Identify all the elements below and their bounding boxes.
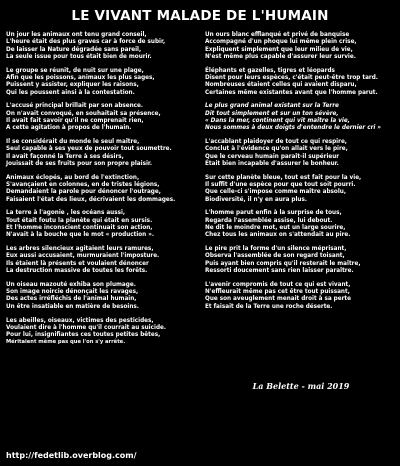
verse-line: Regarda l'assemblée assise, lui debout. <box>205 217 333 224</box>
stanza <box>6 246 202 275</box>
verse-line: Puissent y assister, expliquer les raisons, <box>6 82 139 89</box>
verse-line: Disent pour leurs espèces, c'était peut-être trop tard. <box>205 74 378 81</box>
verse-line: Chez tous les animaux on s'attendait au pire. <box>205 232 351 239</box>
left-column <box>6 32 202 353</box>
stanza <box>205 246 397 275</box>
verse-line: Seul capable à ses yeux de pouvoir tout soumettre. <box>6 146 172 153</box>
verse-line: Le pire prit la forme d'un silence méprisant, <box>205 246 347 253</box>
verse-line: Faisaient l'état des lieux, décrivaient les dommages. <box>6 196 176 203</box>
verse-line: Biodiversité, il n'y en aura plus. <box>205 196 308 203</box>
verse-line: La terre à l'agonie , les océans aussi, <box>6 210 126 217</box>
verse-line: Et l'homme inconscient continuait son action, <box>6 225 153 232</box>
verse-line: Conclut à l'évidence qu'on allait vers le pire, <box>205 146 348 153</box>
verse-line: Accompagné d'un phoque lui même plein crise, <box>205 39 357 46</box>
verse-line: L'heure était des plus graves car à force de subir, <box>6 39 166 46</box>
verse-line: Ne dit le moindre mot, eut un large sourire, <box>205 225 346 232</box>
verse-line: « Dans la mer, continent qui vit maître la vie, <box>205 117 350 124</box>
verse-line: Un ours blanc efflanqué et privé de banquise <box>205 32 350 38</box>
verse-line: Dit tout simplement et sur un ton sévère, <box>205 110 339 117</box>
stanza <box>6 318 202 347</box>
verse-line: La seule issue pour tous était bien de mourir. <box>6 53 152 60</box>
stanza <box>205 175 397 204</box>
verse-line: On n'avait convoqué, en souhaitait sa présence, <box>6 110 161 117</box>
verse-line: L'avenir compromis de tout ce qui est vivant, <box>205 281 351 288</box>
verse-line: Éléphants et gazelles, tigres et léopards <box>205 67 335 74</box>
verse-line: Eux aussi accusaient, murmuraient l'imposture. <box>6 253 160 260</box>
verse-line: Animaux éclopés, au bord de l'extinction, <box>6 174 140 181</box>
verse-line: Il avait fait savoir qu'il ne comprenait rien, <box>6 117 144 124</box>
author-signature: La Belette - mai 2019 <box>252 381 350 391</box>
verse-line: Un oiseau mazouté exhiba son plumage. <box>6 281 136 288</box>
verse-line: Que le cerveau humain paraît-il supérieur <box>205 153 340 160</box>
verse-line: Pour lui, insignifiantes ces toutes petites bêtes, <box>6 332 161 339</box>
verse-line: S'avançaient en colonnes, en de tristes légions, <box>6 182 160 189</box>
verse-line: Ressorti doucement sans rien laisser paraître. <box>205 268 354 275</box>
stanza <box>6 175 202 204</box>
stanza <box>205 68 397 97</box>
verse-line: Ils étaient là présents et voulaient dénoncer <box>6 260 149 267</box>
stanza <box>6 282 202 311</box>
stanza <box>6 139 202 168</box>
verse-line: N'effleurait même pas cet être tout puissant, <box>205 289 350 296</box>
verse-line: Les abeilles, oiseaux, victimes des pesticides, <box>6 317 154 324</box>
verse-line: Voulaient dire à l'homme qu'il courrait au suicide. <box>6 324 167 331</box>
verse-line: Jouissait de ses fruits pour son propre plaisir. <box>6 160 153 167</box>
verse-line: L'accablant plaidoyer de tout ce qui respire, <box>205 139 347 146</box>
stanza <box>205 210 397 239</box>
verse-line: Sur cette planète bleue, tout est fait pour la vie, <box>205 174 362 181</box>
verse-line: Puis ayant bien compris qu'il resterait le maître, <box>205 260 361 267</box>
blog-url-link[interactable]: http://fedetlib.overblog.com/ <box>6 451 137 460</box>
verse-line: Afin que les poissons, animaux les plus sages, <box>6 74 155 81</box>
verse-line: Tout était foutu la planète qui était en sursis. <box>6 217 153 224</box>
verse-line: Méritaient même pas que l'on s'y arrête. <box>6 339 126 346</box>
verse-line: Certaines même existantes avant que l'homme parut. <box>205 89 378 96</box>
verse-line: Il se considérait du monde le seul maître, <box>6 139 140 146</box>
verse-line: Il suffit d'une espèce pour que tout soit pourri. <box>205 182 356 189</box>
stanza <box>6 32 202 61</box>
verse-line: Son image noircie dénonçait les ravages, <box>6 289 139 296</box>
verse-line: De laisser la Nature dégradée sans pareil, <box>6 46 142 53</box>
verse-line: Que celle-ci s'impose comme maître absolu, <box>205 189 346 196</box>
stanza <box>6 103 202 132</box>
verse-line: Demandaient la parole pour dénoncer l'outrage, <box>6 189 161 196</box>
right-column <box>205 32 397 318</box>
stanza <box>205 32 397 61</box>
poem-title: LE VIVANT MALADE DE L'HUMAIN <box>71 8 329 24</box>
verse-line: Un jour les animaux ont tenu grand conseil, <box>6 32 147 38</box>
verse-line: N'est même plus capable d'assurer leur survie. <box>205 53 356 60</box>
verse-line: Expliquent simplement que leur milieu de vie, <box>205 46 353 53</box>
stanza <box>205 103 397 132</box>
verse-line: Des actes irréfléchis de l'animal humain, <box>6 296 137 303</box>
verse-line: A cette agitation à propos de l'humain. <box>6 125 132 132</box>
stanza <box>6 210 202 239</box>
verse-line: L'homme parut enfin à la surprise de tous, <box>205 210 342 217</box>
verse-line: Nous sommes à deux doigts d'entendre le dernier cri » <box>205 125 381 132</box>
stanza <box>205 282 397 311</box>
verse-line: Que son aveuglement menait droit à sa perte <box>205 296 351 303</box>
stanza <box>205 139 397 168</box>
stanza <box>6 68 202 97</box>
verse-line: Les arbres silencieux agitaient leurs ramures, <box>6 246 154 253</box>
verse-line: Et faisait de la Terre une roche déserte. <box>205 303 333 310</box>
verse-line: Nombreuses étaient celles qui avaient disparu, <box>205 82 357 89</box>
verse-line: N'avait à la bouche que le mot « production ». <box>6 232 155 239</box>
verse-line: Observa l'assemblée de son regard toisant, <box>205 253 345 260</box>
verse-line: Était bien incapable d'assurer le bonheur. <box>205 160 339 167</box>
verse-line: L'accusé principal brillait par son absence. <box>6 103 144 110</box>
verse-line: Il avait façonné la Terre à ses désirs, <box>6 153 124 160</box>
verse-line: La destruction massive de toutes les forêts. <box>6 268 148 275</box>
verse-line: Le plus grand animal existant sur la Terre <box>205 103 339 110</box>
verse-line: Un être insatiable en matière de besoins. <box>6 303 139 310</box>
verse-line: Le groupe se réunit, de nuit sur une plage, <box>6 67 144 74</box>
verse-line: Qui les poussent ainsi à la contestation. <box>6 89 135 96</box>
